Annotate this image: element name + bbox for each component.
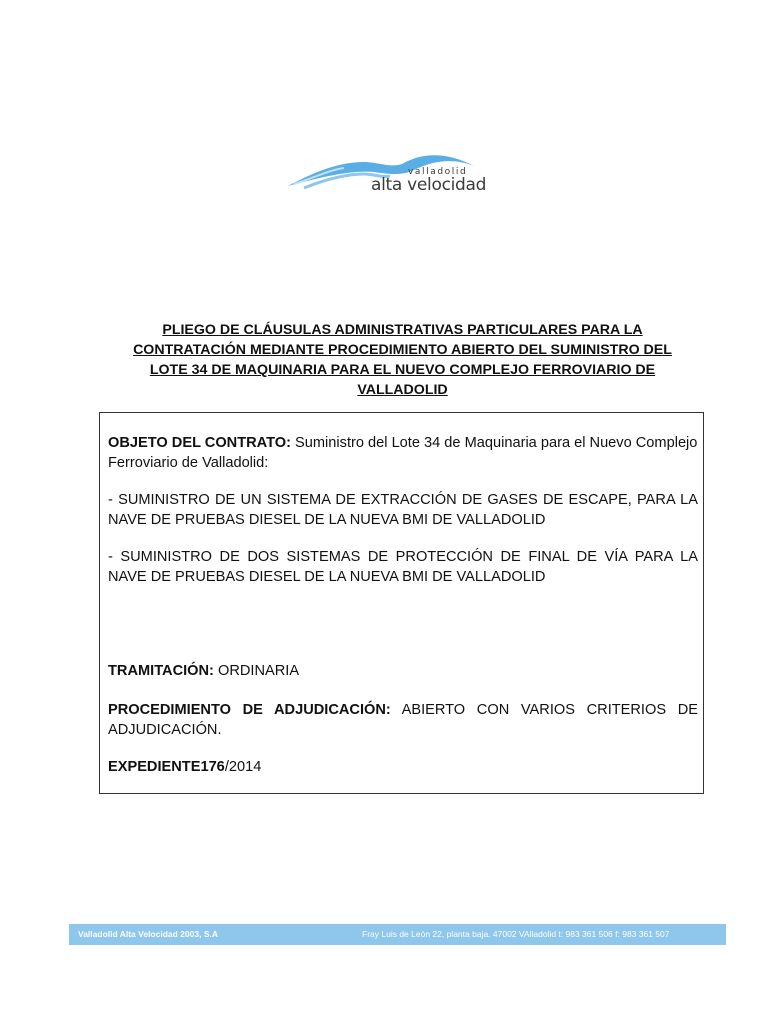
logo-small-text: valladolid: [408, 167, 468, 177]
item-2-line-1: - SUMINISTRO DE DOS SISTEMAS DE PROTECCIÓN DE FINAL DE VÍA PARA LA: [108, 549, 698, 565]
tramitacion-value: ORDINARIA: [217, 663, 300, 679]
objeto-label: OBJETO DEL CONTRATO:: [108, 435, 291, 451]
document-title: [100, 320, 705, 400]
item-1-paragraph: [108, 490, 698, 530]
footer-address: Fray Luis de León 22, planta baja. 47002 VAlladolid t: 983 361 506 f: 983 361 507: [362, 929, 670, 939]
objeto-text-line-1: Suministro del Lote 34 de Maquinaria para el Nuevo Complejo: [295, 435, 698, 451]
item-2-line-2: NAVE DE PRUEBAS DIESEL DE LA NUEVA BMI DE VALLADOLID: [108, 569, 546, 585]
title-line-3: LOTE 34 DE MAQUINARIA PARA EL NUEVO COMPLEJO FERROVIARIO DE: [149, 362, 656, 378]
item-1-line-1: - SUMINISTRO DE UN SISTEMA DE EXTRACCIÓN DE GASES DE ESCAPE, PARA LA: [108, 492, 698, 508]
tramitacion-paragraph: [108, 661, 698, 681]
item-1-line-2: NAVE DE PRUEBAS DIESEL DE LA NUEVA BMI DE VALLADOLID: [108, 512, 546, 528]
procedimiento-label: PROCEDIMIENTO DE ADJUDICACIÓN:: [108, 702, 391, 718]
expediente-paragraph: [108, 757, 698, 777]
tramitacion-label: TRAMITACIÓN:: [108, 663, 214, 679]
title-line-1: PLIEGO DE CLÁUSULAS ADMINISTRATIVAS PARTICULARES PARA LA: [162, 322, 643, 338]
procedimiento-paragraph: [108, 700, 698, 740]
item-2-paragraph: [108, 547, 698, 587]
title-line-4: VALLADOLID: [357, 382, 448, 398]
procedimiento-value-line-2: ADJUDICACIÓN.: [108, 722, 222, 738]
footer-company: Valladolid Alta Velocidad 2003, S.A: [78, 929, 218, 939]
page-footer: [69, 924, 726, 945]
expediente-label: EXPEDIENTE176: [108, 759, 225, 775]
logo-main-text: alta velocidad: [371, 175, 487, 195]
procedimiento-line-1: [108, 700, 698, 720]
objeto-text-line-2: Ferroviario de Valladolid:: [108, 455, 269, 471]
objeto-paragraph: [108, 433, 698, 473]
contract-summary-box: [99, 412, 704, 794]
procedimiento-value-line-1: ABIERTO CON VARIOS CRITERIOS DE: [401, 702, 698, 718]
expediente-value: /2014: [224, 759, 262, 775]
title-line-2: CONTRATACIÓN MEDIANTE PROCEDIMIENTO ABIERTO DEL SUMINISTRO DEL: [133, 342, 672, 358]
